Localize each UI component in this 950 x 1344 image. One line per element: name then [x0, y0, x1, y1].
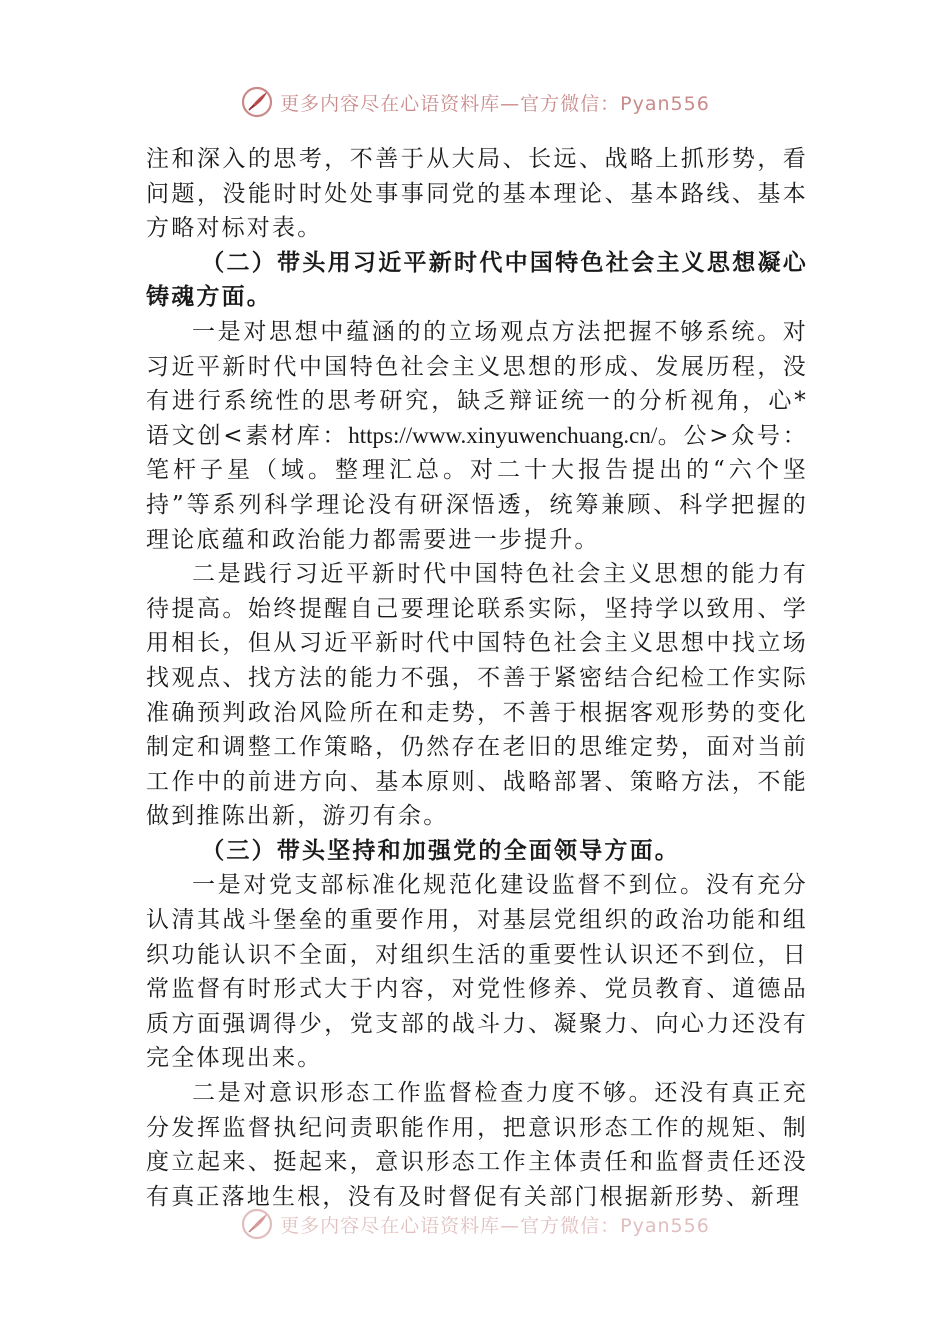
paragraph-1 [146, 315, 808, 557]
document-body [146, 142, 808, 1214]
source-url: https://www.xinyuwenchuang.cn/ [348, 422, 658, 448]
quill-logo-icon [240, 85, 274, 119]
header-watermark [0, 82, 950, 122]
paragraph-1-part-b: 。公>众号：笔杆子星（域。整理汇总。对二十大报告提出的“六个坚持”等系列科学理论没有研深悟透，统筹兼顾、科学把握的理论底蕴和政治能力都需要进一步提升。 [146, 422, 808, 553]
paragraph-1-part-a: 一是对思想中蕴涵的的立场观点方法把握不够系统。对习近平新时代中国特色社会主义思想的形成、发展历程，没有进行系统性的思考研究，缺乏辩证统一的分析视角，心*语文创<素材库： [146, 318, 808, 449]
footer-watermark [0, 1204, 950, 1244]
paragraph-2: 二是践行习近平新时代中国特色社会主义思想的能力有待提高。始终提醒自己要理论联系实际，坚持学以致用、学用相长，但从习近平新时代中国特色社会主义思想中找立场找观点、找方法的能力不强，不善于紧密结合纪检工作实际准确预判政治风险所在和走势，不善于根据客观形势的变化制定和调整工作策略，仍然存在老旧的思维定势，面对当前工作中的前进方向、基本原则、战略部署、策略方法，不能做到推陈出新，游刃有余。 [146, 561, 808, 830]
watermark-text: 更多内容尽在心语资料库—官方微信：Pyan556 [280, 1214, 710, 1237]
paragraph-3: 一是对党支部标准化规范化建设监督不到位。没有充分认清其战斗堡垒的重要作用，对基层党组织的政治功能和组织功能认识不全面，对组织生活的重要性认识还不到位，日常监督有时形式大于内容，对党性修养、党员教育、道德品质方面强调得少，党支部的战斗力、凝聚力、向心力还没有完全体现出来。 [146, 872, 808, 1072]
section-heading-2: （二）带头用习近平新时代中国特色社会主义思想凝心铸魂方面。 [146, 248, 808, 311]
quill-logo-icon [240, 1207, 274, 1241]
section-heading-3: （三）带头坚持和加强党的全面领导方面。 [201, 836, 680, 864]
watermark-text: 更多内容尽在心语资料库—官方微信：Pyan556 [280, 92, 710, 115]
paragraph-4: 二是对意识形态工作监督检查力度不够。还没有真正充分发挥监督执纪问责职能作用，把意识形态工作的规矩、制度立起来、挺起来，意识形态工作主体责任和监督责任还没有真正落地生根，没有及时督促有关部门根据新形势、新理 [146, 1080, 808, 1210]
paragraph-continued: 注和深入的思考，不善于从大局、长远、战略上抓形势，看问题，没能时时处处事事同党的基本理论、基本路线、基本方略对标对表。 [146, 146, 808, 242]
